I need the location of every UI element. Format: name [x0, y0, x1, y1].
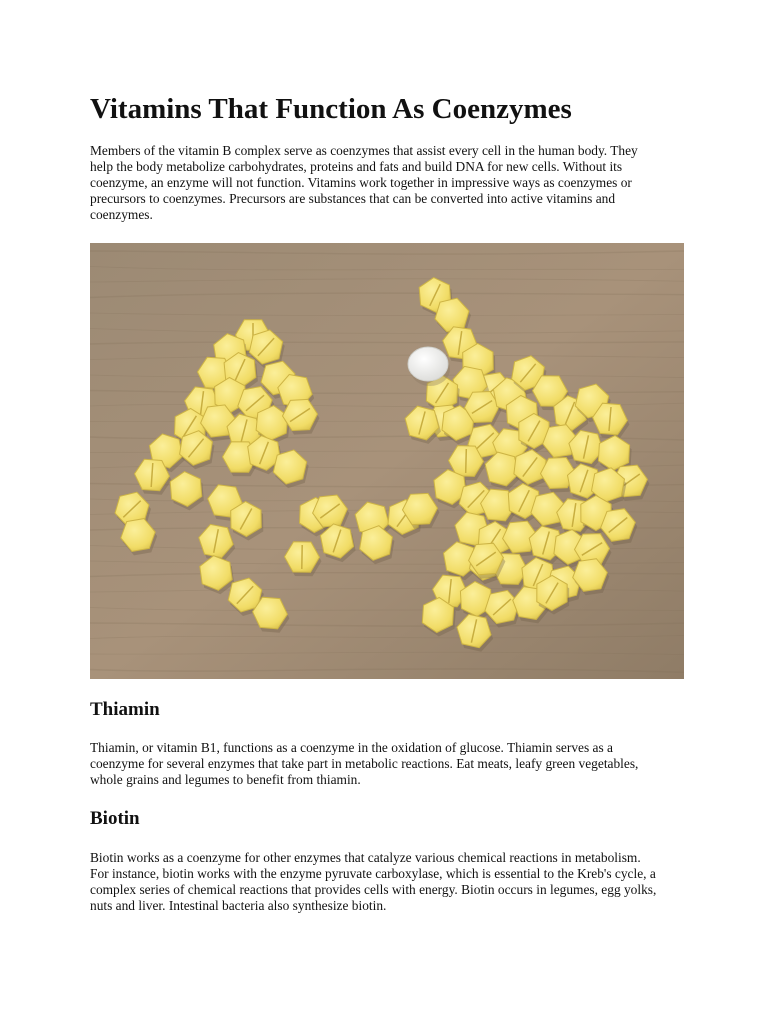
- intro-line: help the body metabolize carbohydrates, proteins and fats and build DNA for new cells. Without its: [90, 159, 623, 175]
- intro-line: coenzymes.: [90, 207, 153, 223]
- biotin-line: nuts and liver. Intestinal bacteria also synthesize biotin.: [90, 898, 387, 914]
- intro-line: coenzyme, an enzyme will not function. Vitamins work together in impressive ways as coenzymes or: [90, 175, 632, 191]
- biotin-line: complex series of chemical reactions that provides cells with energy. Biotin occurs in legumes, egg yolks,: [90, 882, 657, 898]
- vitamin-tablets-photo: [90, 243, 684, 679]
- thiamin-line: Thiamin, or vitamin B1, functions as a coenzyme in the oxidation of glucose. Thiamin serves as a: [90, 740, 613, 755]
- biotin-paragraph: [90, 850, 684, 914]
- intro-line: Members of the vitamin B complex serve as coenzymes that assist every cell in the human body. They: [90, 143, 638, 158]
- tablet-score-line: [466, 449, 467, 473]
- section-heading-thiamin: Thiamin: [90, 699, 160, 720]
- intro-paragraph: [90, 143, 670, 223]
- biotin-line: For instance, biotin works with the enzyme pyruvate carboxylase, which is essential to the Kreb's cycle, a: [90, 866, 656, 882]
- thiamin-paragraph: [90, 740, 670, 788]
- page-title: Vitamins That Function As Coenzymes: [90, 93, 572, 125]
- intro-line: precursors to coenzymes. Precursors are substances that can be converted into active vitamins and: [90, 191, 616, 207]
- section-heading-biotin: Biotin: [90, 808, 140, 829]
- thiamin-line: whole grains and legumes to benefit from thiamin.: [90, 772, 361, 788]
- thiamin-line: coenzyme for several enzymes that take part in metabolic reactions. Eat meats, leafy green vegetables,: [90, 756, 639, 772]
- biotin-line: Biotin works as a coenzyme for other enzymes that catalyze various chemical reactions in metabolism.: [90, 850, 641, 865]
